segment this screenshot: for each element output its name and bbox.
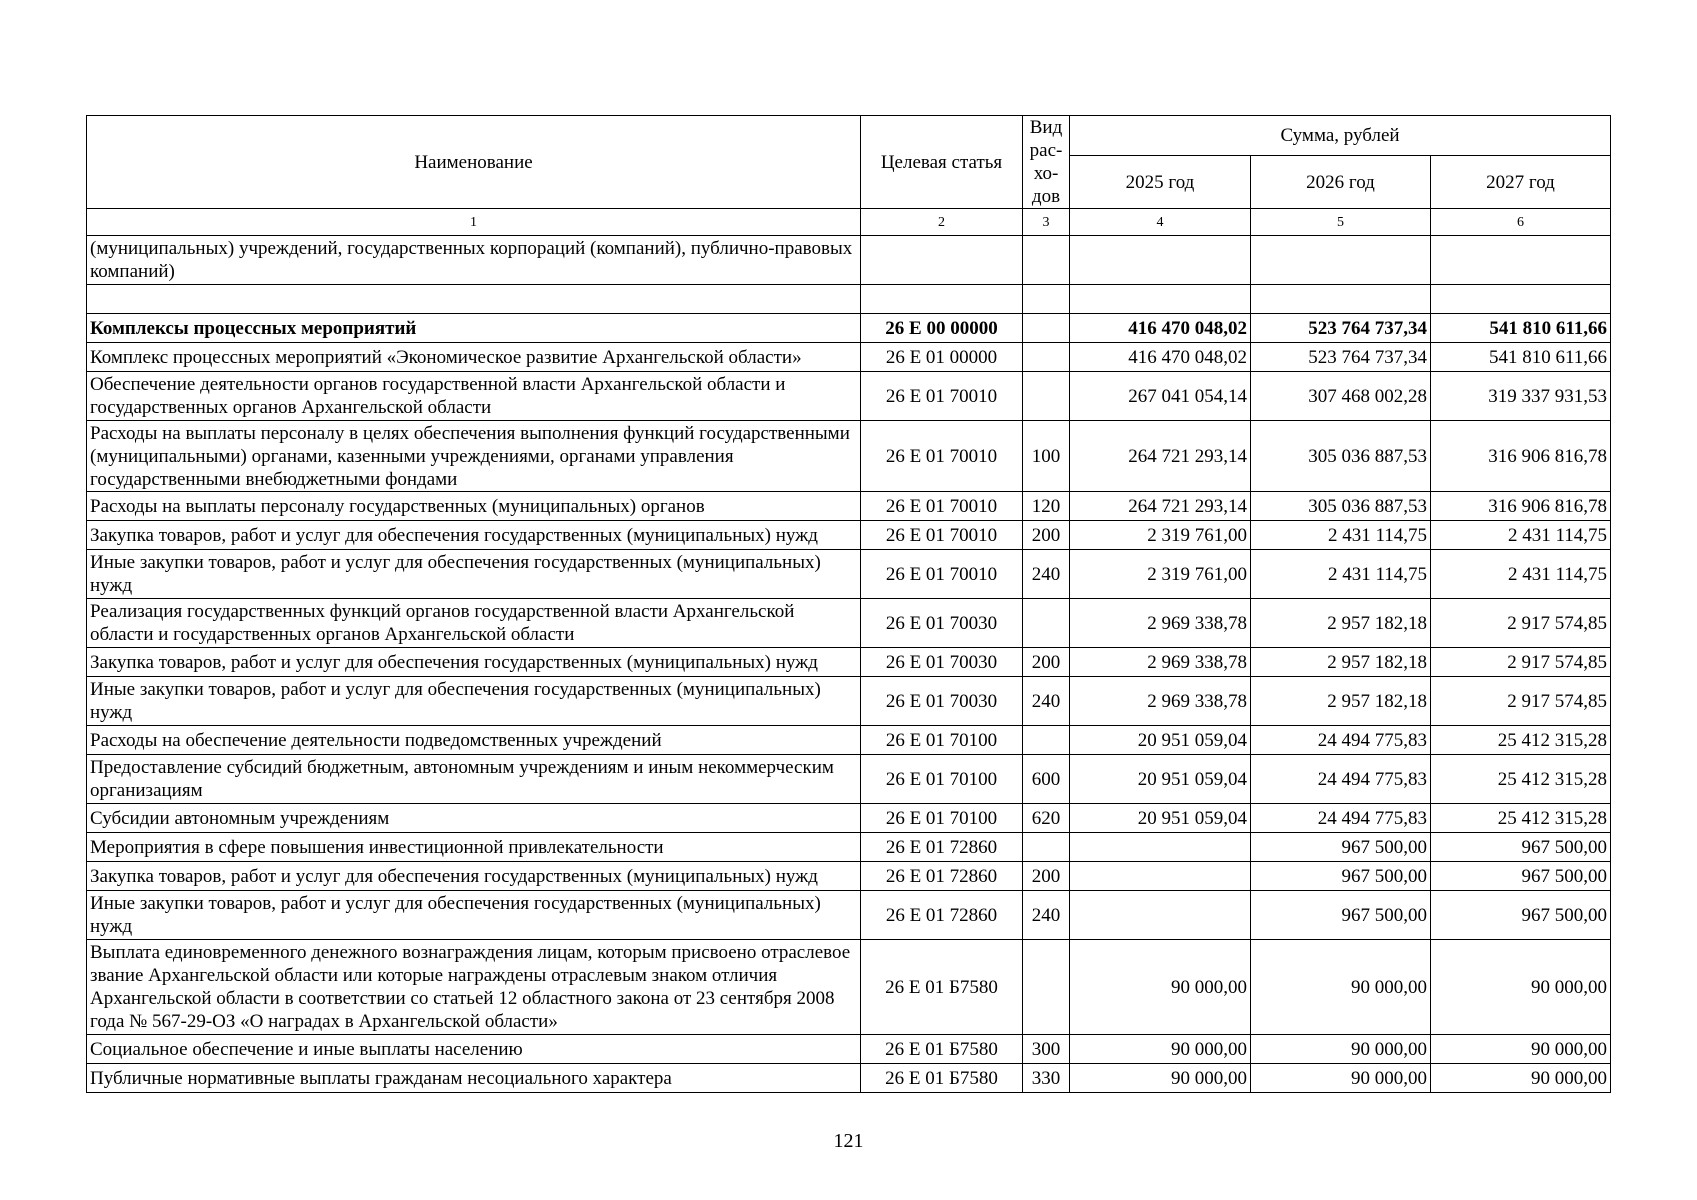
row-amount-2027 <box>1431 236 1611 285</box>
table-row <box>87 1035 1611 1064</box>
row-amount-2026: 2 957 182,18 <box>1251 648 1431 677</box>
row-expense-kind <box>1023 372 1070 421</box>
row-target-code: 26 Е 01 72860 <box>861 862 1023 891</box>
row-name: Расходы на выплаты персоналу государственных (муниципальных) органов <box>87 492 861 521</box>
row-target-code: 26 Е 01 72860 <box>861 833 1023 862</box>
header-2025: 2025 год <box>1070 156 1251 209</box>
row-amount-2027: 2 431 114,75 <box>1431 550 1611 599</box>
row-amount-2025 <box>1070 236 1251 285</box>
row-amount-2027: 967 500,00 <box>1431 891 1611 940</box>
table-row <box>87 891 1611 940</box>
row-name: Расходы на обеспечение деятельности подведомственных учреждений <box>87 726 861 755</box>
row-amount-2027: 967 500,00 <box>1431 862 1611 891</box>
row-target-code: 26 Е 01 70010 <box>861 372 1023 421</box>
row-amount-2026: 2 957 182,18 <box>1251 599 1431 648</box>
row-expense-kind <box>1023 285 1070 314</box>
row-amount-2026: 967 500,00 <box>1251 862 1431 891</box>
row-expense-kind <box>1023 833 1070 862</box>
row-amount-2025: 416 470 048,02 <box>1070 343 1251 372</box>
row-amount-2027: 541 810 611,66 <box>1431 314 1611 343</box>
row-expense-kind <box>1023 343 1070 372</box>
page-number: 121 <box>833 1130 864 1152</box>
row-amount-2025: 2 969 338,78 <box>1070 599 1251 648</box>
row-name: Предоставление субсидий бюджетным, автономным учреждениям и иным некоммерческим организациям <box>87 755 861 804</box>
row-target-code <box>861 285 1023 314</box>
row-expense-kind: 240 <box>1023 891 1070 940</box>
row-amount-2026: 2 957 182,18 <box>1251 677 1431 726</box>
row-amount-2025: 264 721 293,14 <box>1070 421 1251 492</box>
row-expense-kind: 200 <box>1023 862 1070 891</box>
column-number: 1 <box>87 209 861 236</box>
column-number: 5 <box>1251 209 1431 236</box>
row-name: Обеспечение деятельности органов государственной власти Архангельской области и государственных органов Архангельской области <box>87 372 861 421</box>
row-amount-2027: 25 412 315,28 <box>1431 804 1611 833</box>
row-expense-kind: 330 <box>1023 1064 1070 1093</box>
table-row <box>87 521 1611 550</box>
row-target-code: 26 Е 01 Б7580 <box>861 1064 1023 1093</box>
row-amount-2026: 24 494 775,83 <box>1251 755 1431 804</box>
row-expense-kind: 200 <box>1023 648 1070 677</box>
row-name: Закупка товаров, работ и услуг для обеспечения государственных (муниципальных) нужд <box>87 862 861 891</box>
table-row <box>87 492 1611 521</box>
row-amount-2025: 264 721 293,14 <box>1070 492 1251 521</box>
table-row <box>87 940 1611 1035</box>
row-name: Закупка товаров, работ и услуг для обеспечения государственных (муниципальных) нужд <box>87 648 861 677</box>
header-2026: 2026 год <box>1251 156 1431 209</box>
row-amount-2025: 20 951 059,04 <box>1070 804 1251 833</box>
table-row <box>87 421 1611 492</box>
row-amount-2026: 967 500,00 <box>1251 891 1431 940</box>
row-amount-2026: 305 036 887,53 <box>1251 492 1431 521</box>
row-target-code: 26 Е 01 70030 <box>861 677 1023 726</box>
column-number: 4 <box>1070 209 1251 236</box>
row-name: Мероприятия в сфере повышения инвестиционной привлекательности <box>87 833 861 862</box>
table-body <box>87 236 1611 1093</box>
row-amount-2025: 20 951 059,04 <box>1070 755 1251 804</box>
table-row <box>87 862 1611 891</box>
row-amount-2027: 90 000,00 <box>1431 1035 1611 1064</box>
row-target-code <box>861 236 1023 285</box>
table-row <box>87 726 1611 755</box>
row-name: Публичные нормативные выплаты гражданам несоциального характера <box>87 1064 861 1093</box>
row-expense-kind: 200 <box>1023 521 1070 550</box>
row-amount-2027 <box>1431 285 1611 314</box>
table-row <box>87 833 1611 862</box>
row-amount-2025: 2 319 761,00 <box>1070 521 1251 550</box>
row-amount-2026: 90 000,00 <box>1251 1035 1431 1064</box>
header-sum: Сумма, рублей <box>1070 116 1611 156</box>
table-row <box>87 236 1611 285</box>
header-2027: 2027 год <box>1431 156 1611 209</box>
row-amount-2026: 967 500,00 <box>1251 833 1431 862</box>
table-row <box>87 755 1611 804</box>
row-target-code: 26 Е 01 70100 <box>861 755 1023 804</box>
row-amount-2025: 2 969 338,78 <box>1070 648 1251 677</box>
row-target-code: 26 Е 01 70100 <box>861 804 1023 833</box>
row-amount-2026: 523 764 737,34 <box>1251 314 1431 343</box>
row-expense-kind: 120 <box>1023 492 1070 521</box>
header-kind: Вид рас-хо-дов <box>1023 116 1070 209</box>
row-expense-kind: 240 <box>1023 550 1070 599</box>
row-expense-kind: 100 <box>1023 421 1070 492</box>
row-amount-2026: 2 431 114,75 <box>1251 550 1431 599</box>
row-name: Иные закупки товаров, работ и услуг для обеспечения государственных (муниципальных) нужд <box>87 550 861 599</box>
column-number: 2 <box>861 209 1023 236</box>
row-target-code: 26 Е 01 70010 <box>861 421 1023 492</box>
row-amount-2027: 316 906 816,78 <box>1431 421 1611 492</box>
row-target-code: 26 Е 01 72860 <box>861 891 1023 940</box>
row-name: Иные закупки товаров, работ и услуг для обеспечения государственных (муниципальных) нужд <box>87 677 861 726</box>
row-amount-2026: 90 000,00 <box>1251 940 1431 1035</box>
row-amount-2026: 24 494 775,83 <box>1251 726 1431 755</box>
column-numbers-row <box>87 209 1611 236</box>
row-name: Реализация государственных функций органов государственной власти Архангельской области и государственных органов Архангельской области <box>87 599 861 648</box>
row-amount-2027: 319 337 931,53 <box>1431 372 1611 421</box>
row-amount-2027: 541 810 611,66 <box>1431 343 1611 372</box>
row-name: Закупка товаров, работ и услуг для обеспечения государственных (муниципальных) нужд <box>87 521 861 550</box>
row-amount-2025: 20 951 059,04 <box>1070 726 1251 755</box>
row-amount-2026: 305 036 887,53 <box>1251 421 1431 492</box>
row-target-code: 26 Е 01 70100 <box>861 726 1023 755</box>
row-target-code: 26 Е 01 70010 <box>861 550 1023 599</box>
row-amount-2025: 2 969 338,78 <box>1070 677 1251 726</box>
row-name: (муниципальных) учреждений, государственных корпораций (компаний), публично-правовых компаний) <box>87 236 861 285</box>
row-amount-2027: 2 431 114,75 <box>1431 521 1611 550</box>
table-row <box>87 804 1611 833</box>
row-amount-2025: 90 000,00 <box>1070 1035 1251 1064</box>
column-number: 3 <box>1023 209 1070 236</box>
row-amount-2027: 2 917 574,85 <box>1431 677 1611 726</box>
row-expense-kind: 240 <box>1023 677 1070 726</box>
row-name: Выплата единовременного денежного вознаграждения лицам, которым присвоено отраслевое звание Архангельской области или которые награждены отраслевым знаком отличия Архангельской области в соответствии со статьей 12 областного закона от 23 сентября 2008 года № 567-29-ОЗ «О наградах в Архангельской области» <box>87 940 861 1035</box>
row-amount-2027: 25 412 315,28 <box>1431 755 1611 804</box>
row-target-code: 26 Е 01 Б7580 <box>861 940 1023 1035</box>
row-amount-2026: 90 000,00 <box>1251 1064 1431 1093</box>
row-amount-2025: 416 470 048,02 <box>1070 314 1251 343</box>
row-expense-kind: 300 <box>1023 1035 1070 1064</box>
row-amount-2027: 967 500,00 <box>1431 833 1611 862</box>
row-target-code: 26 Е 01 Б7580 <box>861 1035 1023 1064</box>
row-amount-2025 <box>1070 285 1251 314</box>
table-row <box>87 1064 1611 1093</box>
row-amount-2025: 90 000,00 <box>1070 940 1251 1035</box>
row-name: Социальное обеспечение и иные выплаты населению <box>87 1035 861 1064</box>
table-row <box>87 314 1611 343</box>
row-target-code: 26 Е 01 70030 <box>861 599 1023 648</box>
table-row <box>87 285 1611 314</box>
row-amount-2025: 267 041 054,14 <box>1070 372 1251 421</box>
budget-table <box>86 115 1611 1093</box>
row-amount-2027: 2 917 574,85 <box>1431 648 1611 677</box>
row-amount-2026: 523 764 737,34 <box>1251 343 1431 372</box>
table-row <box>87 343 1611 372</box>
row-amount-2026: 2 431 114,75 <box>1251 521 1431 550</box>
row-target-code: 26 Е 01 70030 <box>861 648 1023 677</box>
row-name: Иные закупки товаров, работ и услуг для обеспечения государственных (муниципальных) нужд <box>87 891 861 940</box>
row-amount-2027: 90 000,00 <box>1431 1064 1611 1093</box>
row-amount-2026: 307 468 002,28 <box>1251 372 1431 421</box>
row-expense-kind <box>1023 236 1070 285</box>
row-amount-2025: 90 000,00 <box>1070 1064 1251 1093</box>
row-target-code: 26 Е 01 70010 <box>861 521 1023 550</box>
row-target-code: 26 Е 01 70010 <box>861 492 1023 521</box>
row-name: Комплекс процессных мероприятий «Экономическое развитие Архангельской области» <box>87 343 861 372</box>
row-amount-2027: 25 412 315,28 <box>1431 726 1611 755</box>
row-expense-kind: 620 <box>1023 804 1070 833</box>
row-expense-kind <box>1023 726 1070 755</box>
table-row <box>87 599 1611 648</box>
column-number: 6 <box>1431 209 1611 236</box>
row-amount-2025 <box>1070 891 1251 940</box>
row-amount-2027: 90 000,00 <box>1431 940 1611 1035</box>
row-expense-kind <box>1023 940 1070 1035</box>
header-target: Целевая статья <box>861 116 1023 209</box>
header-name: Наименование <box>87 116 861 209</box>
table-row <box>87 550 1611 599</box>
row-amount-2027: 316 906 816,78 <box>1431 492 1611 521</box>
row-target-code: 26 Е 00 00000 <box>861 314 1023 343</box>
row-target-code: 26 Е 01 00000 <box>861 343 1023 372</box>
table-row <box>87 372 1611 421</box>
row-expense-kind <box>1023 314 1070 343</box>
row-amount-2027: 2 917 574,85 <box>1431 599 1611 648</box>
row-expense-kind: 600 <box>1023 755 1070 804</box>
row-amount-2025: 2 319 761,00 <box>1070 550 1251 599</box>
row-name <box>87 285 861 314</box>
row-name: Субсидии автономным учреждениям <box>87 804 861 833</box>
row-expense-kind <box>1023 599 1070 648</box>
row-amount-2026 <box>1251 236 1431 285</box>
row-name: Комплексы процессных мероприятий <box>87 314 861 343</box>
row-amount-2025 <box>1070 862 1251 891</box>
table-row <box>87 648 1611 677</box>
table-row <box>87 677 1611 726</box>
row-amount-2026 <box>1251 285 1431 314</box>
row-amount-2026: 24 494 775,83 <box>1251 804 1431 833</box>
row-amount-2025 <box>1070 833 1251 862</box>
row-name: Расходы на выплаты персоналу в целях обеспечения выполнения функций государственными (муниципальными) органами, казенными учреждениями, органами управления государственными внебюджетными фондами <box>87 421 861 492</box>
